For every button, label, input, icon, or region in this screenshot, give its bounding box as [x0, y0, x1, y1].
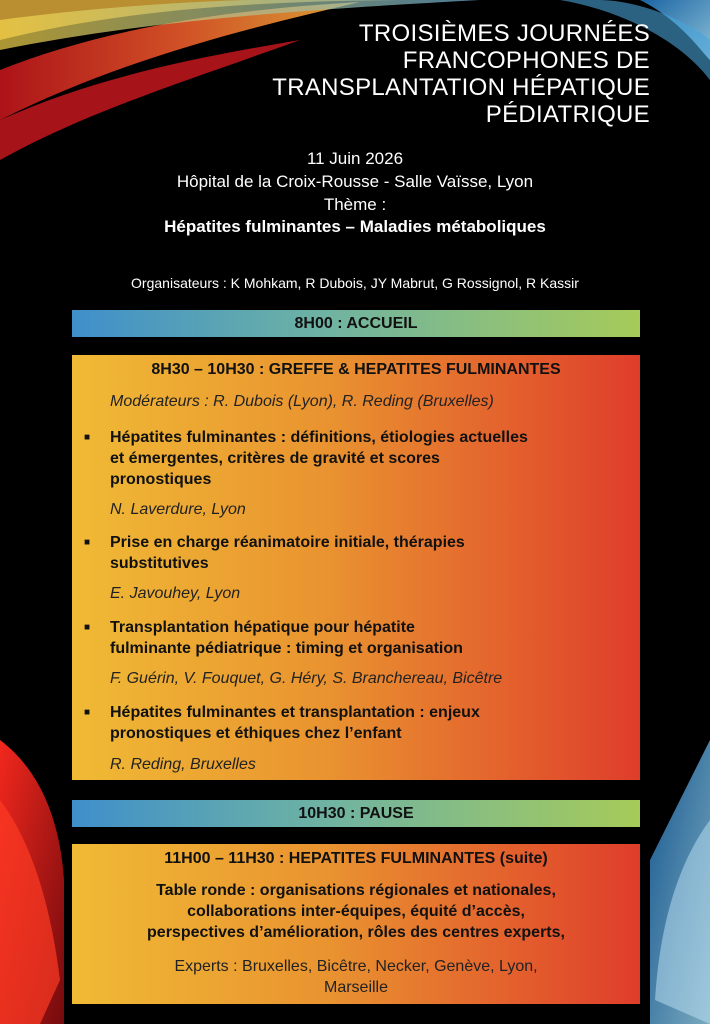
round-table [82, 880, 630, 943]
talk-2-title-line: Prise en charge réanimatoire initiale, thérapies [110, 534, 465, 551]
round-table-line: Table ronde : organisations régionales et nationales, [156, 882, 556, 899]
talk-1-speaker: N. Laverdure, Lyon [110, 501, 246, 518]
bullet-icon: ■ [84, 622, 91, 633]
event-venue: Hôpital de la Croix-Rousse - Salle Vaïsse, Lyon [176, 172, 534, 191]
session-2-heading: 11H00 – 11H30 : HEPATITES FULMINANTES (suite) [164, 850, 548, 867]
bullet-icon: ■ [84, 707, 91, 718]
talk-4 [84, 702, 630, 744]
title-line: FRANCOPHONES DE [402, 47, 650, 74]
pause-bar: 10H30 : PAUSE [72, 800, 640, 827]
accueil-bar: 8H00 : ACCUEIL [72, 310, 640, 337]
talk-1 [84, 427, 630, 490]
talk-2-title-line: substitutives [110, 555, 209, 572]
session-1-heading: 8H30 – 10H30 : GREFFE & HEPATITES FULMINANTES [151, 361, 561, 378]
talk-4-title-line: pronostiques et éthiques chez l’enfant [110, 725, 402, 742]
experts-line: Experts : Bruxelles, Bicêtre, Necker, Genève, Lyon, [174, 958, 538, 975]
bullet-icon: ■ [84, 432, 91, 443]
event-theme: Hépatites fulminantes – Maladies métaboliques [164, 217, 546, 236]
talk-3 [84, 617, 630, 659]
talk-4-title-line: Hépatites fulminantes et transplantation : enjeux [110, 704, 480, 721]
title-line: TRANSPLANTATION HÉPATIQUE [272, 74, 650, 101]
talk-1-title-line: Hépatites fulminantes : définitions, étiologies actuelles [110, 429, 528, 446]
talk-2-speaker: E. Javouhey, Lyon [110, 585, 241, 602]
organizers: Organisateurs : K Mohkam, R Dubois, JY Mabrut, G Rossignol, R Kassir [131, 275, 579, 291]
title-line: PÉDIATRIQUE [485, 101, 650, 128]
event-date: 11 Juin 2026 [306, 149, 404, 168]
session-1-moderators: Modérateurs : R. Dubois (Lyon), R. Reding (Bruxelles) [110, 393, 494, 410]
event-title [272, 20, 650, 128]
theme-label: Thème : [323, 195, 387, 214]
experts-line: Marseille [323, 979, 388, 996]
talk-4-speaker: R. Reding, Bruxelles [110, 756, 256, 773]
talk-3-speaker: F. Guérin, V. Fouquet, G. Héry, S. Branchereau, Bicêtre [110, 670, 503, 687]
title-line: TROISIÈMES JOURNÉES [358, 20, 650, 47]
talk-1-title-line: et émergentes, critères de gravité et scores [110, 450, 440, 467]
session-1-box [72, 355, 640, 780]
talk-3-title-line: Transplantation hépatique pour hépatite [110, 619, 415, 636]
talk-2 [84, 532, 630, 574]
experts [82, 956, 630, 998]
round-table-line: perspectives d’amélioration, rôles des centres experts, [147, 924, 565, 941]
round-table-line: collaborations inter-équipes, équité d’accès, [187, 903, 525, 920]
bullet-icon: ■ [84, 537, 91, 548]
session-2-box [72, 844, 640, 1004]
talk-3-title-line: fulminante pédiatrique : timing et organisation [110, 640, 463, 657]
talk-1-title-line: pronostiques [110, 471, 212, 488]
